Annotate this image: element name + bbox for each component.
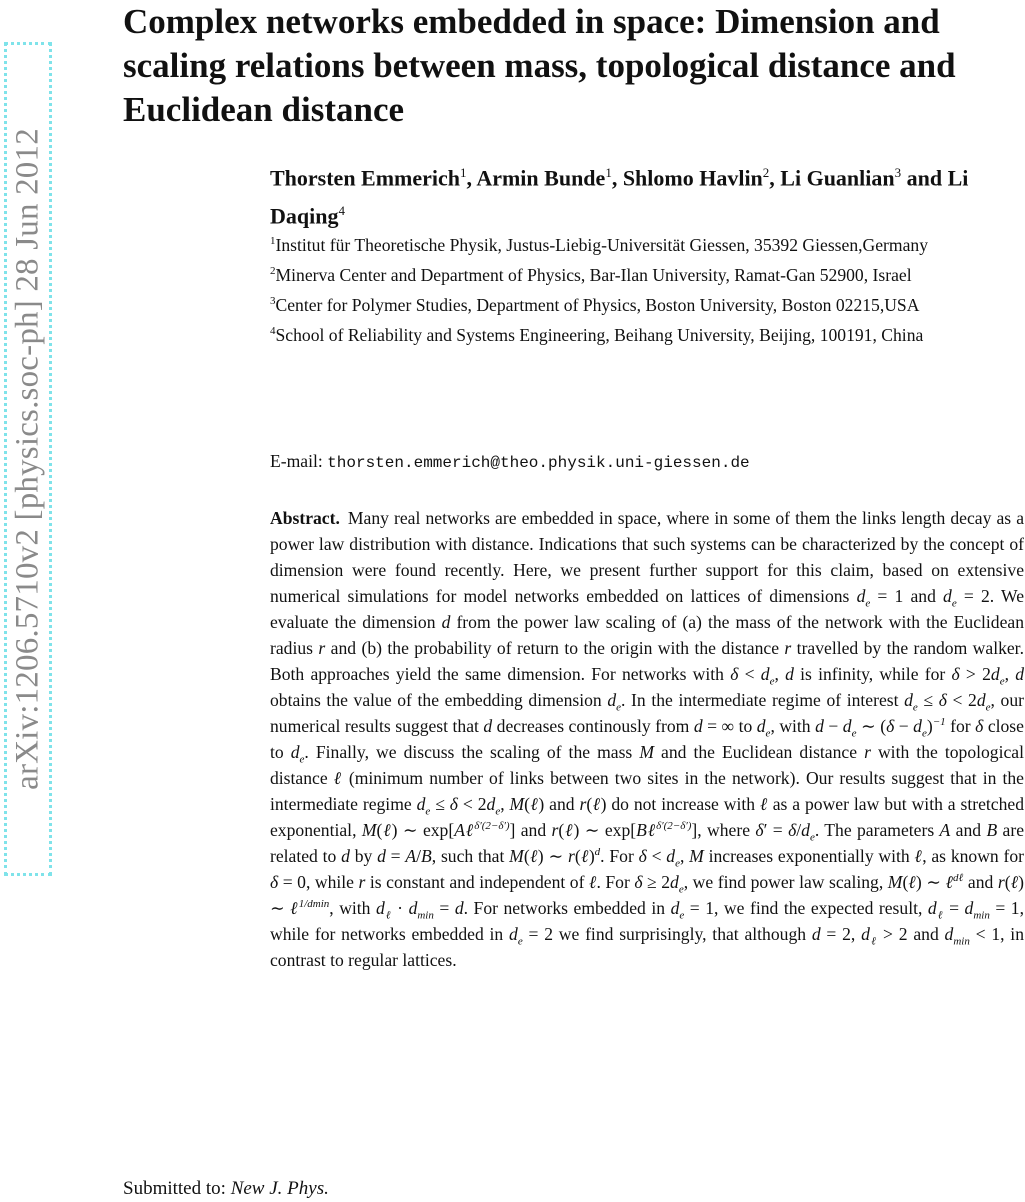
math-symbol: ℓ: [290, 898, 299, 918]
math-symbol: d: [913, 716, 922, 736]
affiliation-marker: 4: [270, 324, 276, 337]
abstract-text: (: [558, 820, 565, 840]
math-subscript: e: [912, 701, 918, 714]
math-symbol: A: [454, 820, 465, 840]
math-subscript: min: [973, 909, 990, 922]
math-symbol: d: [785, 664, 794, 684]
math-symbol: d: [815, 716, 824, 736]
author-name: Shlomo Havlin: [622, 165, 763, 191]
author-affil-marker: 3: [894, 165, 902, 180]
math-superscript: 1/dmin: [298, 898, 330, 911]
abstract-text: ], where: [691, 820, 756, 840]
abstract-text: ) do not increase with: [600, 794, 760, 814]
abstract-text: close to: [270, 716, 1024, 762]
math-symbol: d: [990, 664, 1000, 684]
abstract-text: . For: [596, 872, 635, 892]
author-affil-marker: 4: [338, 203, 345, 219]
abstract-text: = 1 and: [870, 586, 944, 606]
math-symbol: ℓ: [580, 846, 589, 866]
abstract-text: from the power law scaling of (a) the mass of the network with the Euclidean radius: [270, 612, 1024, 658]
abstract-text: . The parameters: [814, 820, 940, 840]
math-symbol: d: [964, 898, 974, 918]
math-symbol: r: [551, 820, 559, 840]
abstract-text: =: [433, 898, 455, 918]
math-symbol: ℓ: [382, 820, 392, 840]
author-affil-marker: 2: [762, 165, 770, 180]
math-symbol: d: [904, 690, 913, 710]
math-subscript: min: [417, 909, 434, 922]
abstract-text: . For: [600, 846, 639, 866]
abstract-text: Many real networks are embedded in space, where in some of them the links length decay as a power law distribution with distance. Indications that such systems can be characterized by the concept of dimension were found recently. Here, we present further support for this claim, based on extensive numerical simulations for model networks embedded on lattices of dimensions: [270, 508, 1024, 606]
math-subscript: e: [678, 883, 684, 896]
math-subscript: ℓ: [384, 909, 392, 922]
math-subscript: e: [865, 597, 871, 610]
abstract-text: > 2: [959, 664, 991, 684]
abstract-text: ′ =: [763, 820, 789, 840]
math-symbol: δ: [975, 716, 984, 736]
abstract-text: , we find power law scaling,: [683, 872, 888, 892]
math-subscript: e: [851, 727, 857, 740]
abstract-text: = 1, we find the expected result,: [684, 898, 928, 918]
math-symbol: ℓ: [588, 872, 597, 892]
abstract-text: and (b) the probability of return to the origin with the distance: [325, 638, 785, 658]
math-symbol: δ: [638, 846, 647, 866]
math-symbol: M: [361, 820, 377, 840]
author-separator: ,: [769, 165, 781, 191]
abstract-text: , with: [770, 716, 816, 736]
math-symbol: ℓ: [333, 768, 343, 788]
math-subscript: e: [425, 805, 431, 818]
math-symbol: d: [976, 690, 986, 710]
math-symbol: ℓ: [1010, 872, 1019, 892]
abstract-text: (: [1004, 872, 1011, 892]
abstract-text: decreases continously from: [492, 716, 694, 736]
abstract-text: by: [349, 846, 378, 866]
math-symbol: d: [607, 690, 617, 710]
abstract-text: =: [385, 846, 406, 866]
abstract-text: (: [574, 846, 581, 866]
abstract-text: obtains the value of the embedding dimension: [270, 690, 608, 710]
abstract-text: is infinity, while for: [793, 664, 952, 684]
abstract-text: ) ∼ exp[: [573, 820, 637, 840]
math-symbol: d: [927, 898, 937, 918]
math-symbol: ℓ: [530, 794, 539, 814]
math-symbol: d: [377, 846, 386, 866]
abstract-text: (: [586, 794, 593, 814]
math-symbol: d: [1015, 664, 1025, 684]
math-subscript: e: [616, 701, 622, 714]
math-symbol: A: [939, 820, 951, 840]
affiliation: [270, 228, 1025, 258]
abstract-text: =: [943, 898, 965, 918]
abstract-text: , such that: [431, 846, 510, 866]
abstract-text: (minimum number of links between two sites in the network). Our results suggest that in the intermediate regime: [270, 768, 1024, 814]
math-symbol: ℓ: [646, 820, 657, 840]
math-symbol: d: [670, 872, 679, 892]
abstract-text: (: [524, 794, 531, 814]
math-symbol: δ: [951, 664, 960, 684]
math-subscript: e: [999, 675, 1005, 688]
abstract-text: > 2 and: [877, 924, 945, 944]
author-name: Armin Bunde: [476, 165, 606, 191]
math-symbol: ℓ: [759, 794, 768, 814]
abstract-text: ) ∼: [270, 872, 1025, 918]
affiliation-text: School of Reliability and Systems Engineering, Beihang University, Beijing, 100191, China: [275, 324, 924, 345]
math-symbol: δ: [755, 820, 764, 840]
abstract-text: <: [646, 846, 667, 866]
abstract-text: ): [926, 716, 933, 736]
math-subscript: ℓ: [869, 935, 878, 948]
abstract-text: < 1, in contrast to regular lattices.: [270, 924, 1024, 970]
math-subscript: e: [951, 597, 957, 610]
math-superscript: δ′(2−δ′): [474, 820, 510, 833]
abstract-text: <: [738, 664, 761, 684]
math-symbol: M: [639, 742, 654, 762]
math-symbol: δ: [730, 664, 739, 684]
affiliation: [270, 288, 1025, 318]
math-subscript: e: [495, 805, 501, 818]
abstract-text: travelled by the random walker. Both approaches yield the same dimension. For networks with: [270, 638, 1024, 684]
math-symbol: d: [341, 846, 350, 866]
affiliation-text: Center for Polymer Studies, Department of Physics, Boston University, Boston 02215,USA: [275, 294, 920, 315]
author-separator: ,: [466, 165, 477, 191]
math-symbol: r: [997, 872, 1005, 892]
affiliation: [270, 318, 1025, 348]
math-symbol: r: [579, 794, 587, 814]
abstract-text: ,: [774, 664, 786, 684]
journal-name: New J. Phys.: [230, 1178, 329, 1199]
math-subscript: e: [517, 935, 523, 948]
author-affil-marker: 1: [605, 165, 612, 180]
abstract-text: ≤: [917, 690, 939, 710]
math-superscript: −1: [932, 716, 946, 729]
math-symbol: ℓ: [914, 846, 923, 866]
abstract-text: = 2 we find surprisingly, that although: [522, 924, 812, 944]
abstract-text: < 2: [946, 690, 977, 710]
abstract-text: is constant and independent of: [365, 872, 589, 892]
math-symbol: B: [986, 820, 998, 840]
author-name: Li Guanlian: [780, 165, 895, 191]
math-symbol: ℓ: [529, 846, 538, 866]
math-symbol: M: [689, 846, 704, 866]
math-symbol: d: [376, 898, 385, 918]
abstract-text: = 1, while for networks embedded in: [270, 898, 1024, 944]
math-symbol: d: [842, 716, 852, 736]
math-symbol: r: [864, 742, 871, 762]
math-symbol: d: [486, 794, 496, 814]
math-symbol: δ: [886, 716, 895, 736]
math-symbol: A: [405, 846, 417, 866]
abstract-text: ,: [500, 794, 510, 814]
math-symbol: d: [290, 742, 300, 762]
math-superscript: δ′(2−δ′): [656, 820, 692, 833]
affiliation-text: Institut für Theoretische Physik, Justus-Liebig-Universität Giessen, 35392 Giessen,Germany: [275, 234, 928, 255]
abstract-text: (: [376, 820, 383, 840]
math-symbol: d: [944, 924, 954, 944]
math-symbol: d: [943, 586, 952, 606]
arxiv-identifier: arXiv:1206.5710v2 [physics.soc-ph] 28 Jun 2012: [9, 128, 46, 790]
math-superscript: dℓ: [953, 872, 964, 885]
math-symbol: B: [421, 846, 432, 866]
abstract-text: −: [823, 716, 843, 736]
abstract-text: ): [588, 846, 595, 866]
math-symbol: B: [636, 820, 647, 840]
abstract-text: /: [796, 820, 802, 840]
arxiv-side-stamp: [4, 42, 52, 876]
abstract-text: ] and: [509, 820, 552, 840]
math-subscript: e: [769, 675, 775, 688]
abstract-text: ) ∼: [915, 872, 946, 892]
affiliation-text: Minerva Center and Department of Physics, Bar-Ilan University, Ramat-Gan 52900, Israel: [275, 264, 912, 285]
math-symbol: M: [887, 872, 903, 892]
abstract-text: = ∞ to: [702, 716, 757, 736]
math-symbol: d: [670, 898, 680, 918]
abstract-text: increases exponentially with: [703, 846, 915, 866]
abstract-text: ≥ 2: [642, 872, 671, 892]
abstract-text: ,: [1004, 664, 1016, 684]
math-subscript: e: [299, 753, 305, 766]
abstract-text: = 0, while: [278, 872, 359, 892]
abstract-text: and: [950, 820, 987, 840]
math-symbol: δ: [634, 872, 643, 892]
math-symbol: r: [784, 638, 792, 658]
math-subscript: e: [679, 909, 685, 922]
math-symbol: ℓ: [945, 872, 954, 892]
affiliation: [270, 258, 1025, 288]
affiliation-marker: 2: [270, 264, 276, 277]
math-symbol: d: [760, 664, 770, 684]
math-symbol: d: [408, 898, 418, 918]
abstract-text: and the Euclidean distance: [653, 742, 865, 762]
abstract-text: /: [416, 846, 422, 866]
math-symbol: δ: [449, 794, 458, 814]
abstract-text: = 2. We evaluate the dimension: [270, 586, 1024, 632]
affiliation-marker: 1: [270, 235, 276, 247]
submitted-label: Submitted to:: [123, 1178, 226, 1199]
abstract-text: and: [963, 872, 998, 892]
abstract-text: as a power law but with a stretched exponential,: [270, 794, 1025, 840]
paper-title: Complex networks embedded in space: Dimension and scaling relations between mass, topological distance and Euclidean distance: [123, 2, 956, 129]
math-symbol: M: [509, 794, 525, 814]
math-symbol: d: [509, 924, 518, 944]
math-symbol: d: [756, 716, 766, 736]
math-symbol: r: [567, 846, 575, 866]
abstract-text: . For networks embedded in: [463, 898, 671, 918]
abstract-text: ∼ (: [856, 716, 887, 736]
math-symbol: ℓ: [592, 794, 601, 814]
math-symbol: d: [693, 716, 703, 736]
math-symbol: ℓ: [564, 820, 574, 840]
math-symbol: r: [358, 872, 366, 892]
affiliation-list: [270, 228, 1025, 347]
math-superscript: d: [594, 846, 601, 859]
author-name: Thorsten Emmerich: [270, 165, 461, 191]
abstract-text: (: [902, 872, 909, 892]
abstract-text: for: [945, 716, 976, 736]
math-symbol: δ: [270, 872, 279, 892]
abstract-text: ≤: [430, 794, 450, 814]
abstract-text: , as known for: [922, 846, 1025, 866]
math-symbol: M: [509, 846, 524, 866]
author-affil-marker: 1: [460, 165, 467, 180]
math-subscript: ℓ: [936, 909, 944, 922]
math-symbol: d: [811, 924, 821, 944]
math-symbol: ℓ: [908, 872, 916, 892]
abstract-text: (: [523, 846, 530, 866]
abstract-label: Abstract.: [270, 508, 340, 528]
abstract-text: . Finally, we discuss the scaling of the mass: [304, 742, 640, 762]
author-list: [270, 156, 970, 233]
contact-email: [270, 448, 1020, 476]
submission-note: [123, 1176, 329, 1202]
abstract-text: . In the intermediate regime of interest: [621, 690, 905, 710]
math-subscript: e: [675, 857, 680, 870]
math-symbol: d: [416, 794, 426, 814]
math-symbol: ℓ: [464, 820, 475, 840]
math-subscript: e: [921, 727, 927, 740]
math-symbol: d: [454, 898, 464, 918]
author-separator: and: [901, 165, 948, 191]
abstract-text: < 2: [457, 794, 487, 814]
abstract-text: are related to: [270, 820, 1025, 866]
abstract-text: ,: [679, 846, 690, 866]
email-label: E-mail:: [270, 451, 323, 471]
math-symbol: δ: [788, 820, 797, 840]
math-subscript: min: [953, 935, 970, 948]
math-subscript: e: [809, 831, 815, 844]
abstract-body: [270, 508, 1024, 970]
math-subscript: e: [765, 727, 771, 740]
abstract: [270, 505, 1024, 973]
math-symbol: d: [856, 586, 866, 606]
author-separator: ,: [611, 165, 623, 191]
math-symbol: δ: [938, 690, 947, 710]
math-symbol: d: [861, 924, 870, 944]
abstract-text: ) ∼ exp[: [391, 820, 455, 840]
abstract-text: −: [894, 716, 914, 736]
abstract-text: , with: [329, 898, 377, 918]
abstract-text: , our numerical results suggest that: [270, 690, 1024, 736]
abstract-text: ) and: [538, 794, 580, 814]
abstract-text: with the topological distance: [270, 742, 1024, 788]
affiliation-marker: 3: [270, 294, 276, 307]
abstract-text: ) ∼: [537, 846, 568, 866]
math-symbol: d: [441, 612, 451, 632]
email-address[interactable]: thorsten.emmerich@theo.physik.uni-giessen.de: [327, 454, 750, 472]
author-name: Li Daqing: [270, 165, 969, 229]
math-symbol: d: [666, 846, 676, 866]
abstract-text: ·: [391, 898, 409, 918]
math-symbol: r: [318, 638, 326, 658]
math-symbol: d: [483, 716, 493, 736]
abstract-text: = 2,: [820, 924, 862, 944]
math-subscript: e: [985, 701, 991, 714]
math-symbol: d: [801, 820, 810, 840]
